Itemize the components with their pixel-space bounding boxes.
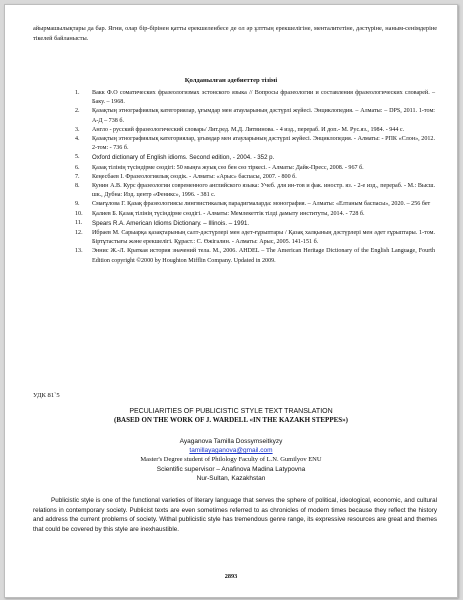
reference-item (75, 135, 435, 153)
references-title: Қолданылған әдебиеттер тізімі (184, 77, 278, 84)
reference-number: 7. (75, 173, 80, 180)
reference-item (75, 126, 435, 135)
reference-item (75, 107, 435, 125)
reference-text: Эннис Ж.-Л. Краткая история значений тела. М., 2006. AHDEL – The American Heritage Dictionary of the English Language, Fourth Edition copyright ©2000 by Houghton Mifflin Company. Updated in 2009. (92, 248, 435, 264)
reference-text: Кеңесбаев І. Фразеологиялық сөздік. - Алматы: «Арыс» баспасы, 2007. - 800 б. (92, 173, 297, 180)
document-page (4, 4, 458, 598)
author-email-link[interactable]: tamillayaganova@gmail.com (189, 447, 273, 455)
article-title (5, 407, 457, 425)
reference-text: Вакк Ф.О соматических фразеологизмах эстонского языка // Вопросы фразеологии и составления фразеологических словарей. – Баку. – 1968. (92, 90, 435, 106)
reference-number: 4. (75, 136, 80, 143)
reference-item (75, 210, 435, 219)
author-affiliation: Master's Degree student of Philology Faculty of L.N. Gumilyov ENU (140, 456, 322, 464)
author-location: Nur-Sultan, Kazakhstan (196, 474, 266, 482)
intro-paragraph: айырмашылықтары да бар. Ягни, олар бір-бірінен қатты ерекшеленбесе де ол әр ұлттың ерекшелігіне, менталитетіне, дәстүріне, наным-сенімдеріне тікелей байланысты. (33, 25, 437, 42)
reference-item (75, 153, 435, 163)
article-title-line2: (BASED ON THE WORK OF J. WARDELL «IN THE KAZAKH STEPPES») (114, 416, 348, 424)
reference-number: 12. (75, 230, 83, 237)
reference-text: Қазақ тілінің түсіндірме сөздігі: 50 мыңға жуық сөз бен сөз тіркесі. - Алматы: Дайк-Пресс, 2008. - 967 б. (92, 164, 364, 171)
reference-text: Ибраев М. Сарыарқа қазақтарының салт-дәстүрлері мен әдет-ғұрыптары / Қазақ халқының дәстүрлері мен әдет ғұрыптары. 1-том. Біртұтастығы және ерекшелігі. Құраст.: С. Өжігалин. - Алматы: Арыс, 2005. 141-151 б. (92, 230, 435, 246)
author-block (5, 437, 457, 483)
udk-code: УДК 81`5 (33, 392, 60, 399)
author-name: Ayaganova Tamilla Dossymseitkyzy (179, 438, 283, 445)
reference-text: Кунин А.В. Курс фразеологии современного английского языка: Учеб. для ин-тов и фак. иностр. яз. - 2-е изд., перераб. - М.: Высш. шк., Дубна: Изд. центр «Феникс», 1996. - 381 с. (92, 183, 435, 199)
page-number: 2893 (224, 573, 238, 580)
reference-item (75, 200, 435, 209)
reference-number: 9. (75, 201, 80, 208)
reference-text: Oxford dictionary of English idioms. Second edition, - 2004. - 352 p. (92, 154, 275, 162)
abstract-paragraph: Publicistic style is one of the functional varieties of literary language that serves the sphere of political, ideological, economic, and cultural relations in contemporary society. Publicist texts are even sometimes referred to as chronicles of modern times because they reflect the history and address the current problems of society. Withal publicistic style has tremendous genre range, its expressive resources are great and themes that could be covered by this style are inexhaustible. (33, 497, 437, 533)
reference-text: Қалиев Б. Қазақ тілінің түсіндірме сөздігі. - Алматы: Мемлекеттік тілді дамыту институты, 2014. - 728 б. (92, 210, 365, 217)
reference-number: 13. (75, 248, 83, 255)
article-title-line1: PECULIARITIES OF PUBLICISTIC STYLE TEXT TRANSLATION (129, 408, 333, 415)
reference-number: 8. (75, 183, 80, 190)
reference-item (75, 173, 435, 182)
scientific-supervisor: Scientific supervisor – Anafinova Madina Latypovna (156, 465, 306, 473)
reference-item (75, 219, 435, 229)
reference-number: 6. (75, 164, 80, 171)
reference-text: Spears R.A. American Idioms Dictionary. – Illinois. – 1991. (92, 219, 250, 227)
reference-number: 3. (75, 126, 80, 133)
reference-text: Смағұлова Г. Қазақ фразеологиясы лингвистикалық парадигмаларда: монография. – Алматы: «Елтаным баспасы», 2020. – 256 бет (92, 201, 431, 208)
reference-number: 1. (75, 90, 80, 96)
reference-item (75, 182, 435, 200)
reference-number: 10. (75, 210, 83, 217)
reference-item (75, 247, 435, 265)
reference-item (75, 229, 435, 247)
reference-item (75, 164, 435, 173)
reference-text: Англо - русский фразеологический словарь/ Лит.ред. М.Д. Литвинова. - 4 изд., перераб. И доп.- М. Рус.яз., 1984. - 944 с. (92, 126, 405, 133)
references-list (75, 89, 435, 266)
reference-number: 5. (75, 154, 80, 161)
reference-number: 2. (75, 108, 80, 115)
reference-number: 11. (75, 219, 83, 226)
reference-text: Қазақтың этнографиялық категориялар, ұғымдар мен атауларының дәстүрлі жүйесі. Энциклопедия. – Алматы: – DPS, 2011. 1-том: А-Д – 738 б. (92, 108, 435, 124)
reference-item (75, 89, 435, 107)
reference-text: Қазақтың этнографиялық категориялар, ұғымдар мен атауларының дәстүрлі жүйесі. Энциклопедия. - Алматы: - РПК «Слон», 2012. 2-том: - 736 б. (92, 136, 435, 152)
